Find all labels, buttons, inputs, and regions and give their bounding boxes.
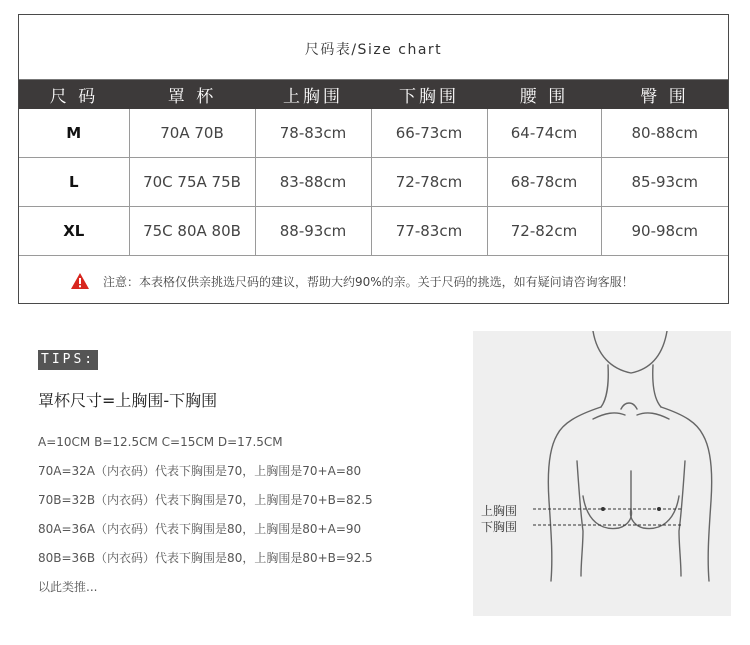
waist-cell: 68-78cm — [487, 158, 601, 207]
header-hip: 臀 围 — [601, 80, 728, 109]
tips-lines — [38, 428, 458, 602]
tips-tag: TIPS: — [38, 350, 98, 370]
size-cell: L — [19, 158, 129, 207]
size-chart — [18, 14, 729, 304]
hip-cell: 85-93cm — [601, 158, 728, 207]
under-bust-cell: 77-83cm — [371, 207, 487, 256]
header-row — [19, 80, 728, 109]
header-upper-bust: 上胸围 — [255, 80, 371, 109]
upper-bust-cell: 78-83cm — [255, 109, 371, 158]
under-bust-cell: 66-73cm — [371, 109, 487, 158]
cup-cell: 70C 75A 75B — [129, 158, 255, 207]
bust-measurement-figure — [473, 331, 731, 616]
size-cell: M — [19, 109, 129, 158]
cup-cell: 75C 80A 80B — [129, 207, 255, 256]
table-row — [19, 109, 728, 158]
hip-cell: 80-88cm — [601, 109, 728, 158]
upper-bust-cell: 83-88cm — [255, 158, 371, 207]
cup-cell: 70A 70B — [129, 109, 255, 158]
chart-note — [19, 256, 728, 306]
waist-cell: 64-74cm — [487, 109, 601, 158]
tips-line: 80B=36B（内衣码）代表下胸围是80，上胸围是80+B=92.5 — [38, 551, 373, 565]
tips-line: 80A=36A（内衣码）代表下胸围是80，上胸围是80+A=90 — [38, 522, 362, 536]
tips-line: 70A=32A（内衣码）代表下胸围是70，上胸围是70+A=80 — [38, 464, 362, 478]
upper-bust-label: 上胸围 — [481, 504, 518, 518]
hip-cell: 90-98cm — [601, 207, 728, 256]
tips-line: A=10CM B=12.5CM C=15CM D=17.5CM — [38, 435, 283, 449]
table-row — [19, 158, 728, 207]
waist-cell: 72-82cm — [487, 207, 601, 256]
under-bust-cell: 72-78cm — [371, 158, 487, 207]
torso-illustration — [473, 331, 731, 616]
note-text: 注意：本表格仅供亲挑选尺码的建议，帮助大约90%的亲。关于尺码的挑选，如有疑问请咨询客服！ — [103, 274, 634, 289]
size-cell: XL — [19, 207, 129, 256]
under-bust-label: 下胸围 — [481, 520, 518, 534]
size-table — [19, 80, 728, 256]
header-under-bust: 下胸围 — [371, 80, 487, 109]
table-row — [19, 207, 728, 256]
tips-line: 以此类推... — [38, 580, 98, 594]
upper-bust-cell: 88-93cm — [255, 207, 371, 256]
header-size: 尺 码 — [19, 80, 129, 109]
header-cup: 罩 杯 — [129, 80, 255, 109]
chart-title: 尺码表/Size chart — [19, 15, 728, 80]
tips-line: 70B=32B（内衣码）代表下胸围是70，上胸围是70+B=82.5 — [38, 493, 373, 507]
tips-formula: 罩杯尺寸=上胸围-下胸围 — [38, 391, 218, 410]
warning-icon — [71, 273, 89, 289]
header-waist: 腰 围 — [487, 80, 601, 109]
